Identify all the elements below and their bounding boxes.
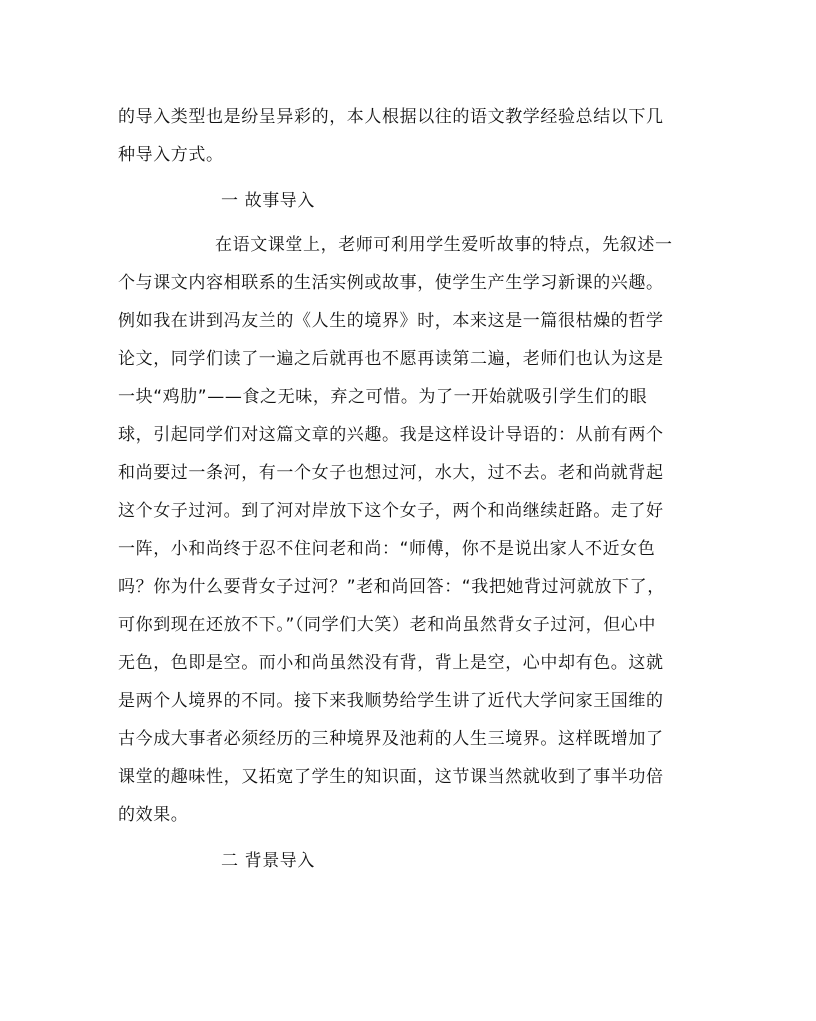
paragraph-line: 一块“鸡肋”——食之无味，弃之可惜。为了一开始就吸引学生们的眼: [118, 387, 648, 407]
paragraph-line: 一阵，小和尚终于忍不住问老和尚：“师傅，你不是说出家人不近女色: [118, 539, 656, 559]
paragraph-line: 种导入方式。: [118, 145, 224, 165]
paragraph-line: 和尚要过一条河，有一个女子也想过河，水大，过不去。老和尚就背起: [118, 463, 664, 483]
paragraph-line: 古今成大事者必须经历的三种境界及池莉的人生三境界。这样既增加了: [118, 729, 664, 749]
paragraph-line: 的导入类型也是纷呈异彩的，本人根据以往的语文教学经验总结以下几: [118, 107, 664, 127]
paragraph-line: 在语文课堂上，老师可利用学生爱听故事的特点，先叙述一: [215, 235, 673, 255]
paragraph-line: 课堂的趣味性，又拓宽了学生的知识面，这节课当然就收到了事半功倍: [118, 767, 664, 787]
paragraph-line: 这个女子过河。到了河对岸放下这个女子，两个和尚继续赶路。走了好: [118, 501, 664, 521]
paragraph-line: 例如我在讲到冯友兰的《人生的境界》时，本来这是一篇很枯燥的哲学: [118, 311, 664, 331]
section-heading-background: 二 背景导入: [221, 851, 316, 871]
paragraph-line: 吗？你为什么要背女子过河？”老和尚回答：“我把她背过河就放下了，: [118, 577, 665, 597]
paragraph-line: 球，引起同学们对这篇文章的兴趣。我是这样设计导语的：从前有两个: [118, 425, 664, 445]
paragraph-line: 的效果。: [118, 805, 189, 825]
paragraph-line: 是两个人境界的不同。接下来我顺势给学生讲了近代大学问家王国维的: [118, 691, 664, 711]
section-heading-story: 一 故事导入: [221, 191, 316, 211]
paragraph-line: 可你到现在还放不下。”（同学们大笑）老和尚虽然背女子过河，但心中: [118, 615, 657, 635]
paragraph-line: 个与课文内容相联系的生活实例或故事，使学生产生学习新课的兴趣。: [118, 273, 664, 293]
paragraph-line: 无色，色即是空。而小和尚虽然没有背，背上是空，心中却有色。这就: [118, 653, 664, 673]
paragraph-line: 论文，同学们读了一遍之后就再也不愿再读第二遍，老师们也认为这是: [118, 349, 664, 369]
